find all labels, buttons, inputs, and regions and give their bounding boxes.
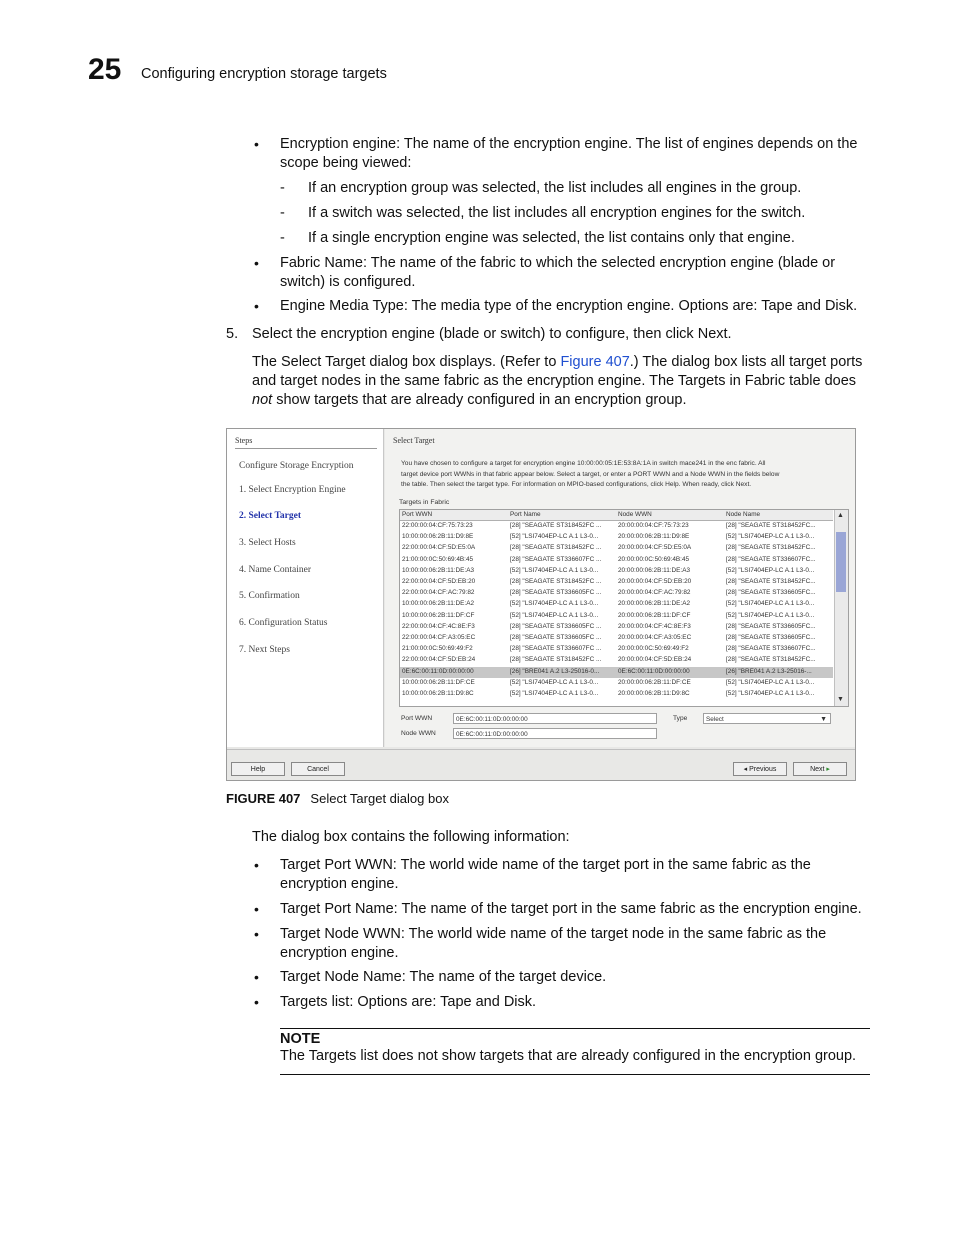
table-cell: [52] "LSI7404EP-LC A.1 L3-0... [510,533,599,541]
step-number: 5. [226,326,239,342]
table-cell: 22:00:00:04:CF:A3:05:EC [402,634,476,641]
scroll-up-icon[interactable]: ▲ [837,512,844,519]
table-cell: [28] "SEAGATE ST318452FC ... [510,522,602,529]
para-text: and target nodes in the same fabric as the encryption engine. The [252,373,678,389]
table-cell: [52] "LSI7404EP-LC A.1 L3-0... [510,600,599,608]
help-button[interactable]: Help [231,762,285,776]
table-header [400,510,833,521]
table-cell: [28] "SEAGATE ST318452FC ... [510,578,602,585]
sub-bullet: - If an encryption group was selected, the list includes all engines in the group. [280,180,802,196]
table-cell: [28] "SEAGATE ST336607FC ... [510,645,602,653]
table-cell: [52] "LSI7404EP-LC A.1 L3-0... [510,611,599,619]
para-text: .) The dialog box lists all target ports [629,354,863,370]
term-select-target: Select Target [281,354,366,370]
type-select[interactable] [703,713,831,724]
table-cell: 21:00:00:0C:50:69:49:F2 [402,645,473,653]
steps-divider [235,448,377,449]
conjunction: and [471,994,504,1010]
period: . [532,994,537,1010]
table-cell: 20:00:00:04:CF:5D:EB:24 [618,656,692,664]
table-cell: [28] "SEAGATE ST336605FC ... [510,634,602,641]
scroll-thumb[interactable] [836,532,846,592]
table-cell: [28] "SEAGATE ST336605FC... [726,622,816,630]
bullet-encryption-engine [254,135,880,173]
table-cell: [52] "LSI7404EP-LC A.1 L3-0... [726,611,815,619]
table-cell: 22:00:00:04:CF:5D:EB:24 [402,656,476,664]
bullet-term: Target Port WWN: [280,857,397,873]
table-scrollbar[interactable] [834,510,848,706]
select-target-dialog [226,428,856,781]
table-cell: 20:00:00:0C:50:69:49:F2 [618,645,689,653]
step-item[interactable]: 6. Configuration Status [239,618,328,628]
bullet-target-node-name: • Target Node Name: The name of the target device. [254,969,607,985]
table-row[interactable] [400,678,833,689]
port-wwn-input[interactable]: 0E:6C:00:11:0D:00:00:00 [453,713,657,724]
dialog-button-bar [227,749,855,781]
para-text: dialog box displays. (Refer to [365,354,561,370]
previous-button[interactable] [733,762,787,776]
note-text [280,1048,856,1064]
table-cell: [52] "LSI7404EP-LC A.1 L3-0... [726,600,815,608]
step-action: Next. [697,326,732,342]
table-cell: 20:00:00:04:CF:5D:E5:0A [618,544,692,552]
table-cell: [28] "SEAGATE ST336605FC... [726,634,816,641]
figure-caption [226,791,449,807]
bullet-term: Target Port Name: [280,901,398,917]
table-row[interactable] [400,588,833,599]
step-item-current[interactable]: 2. Select Target [239,511,302,521]
bullet-engine-media-type: • Engine Media Type: The media type of the encryption engine. Options are: Tape and Disk. [254,298,858,314]
table-row[interactable] [400,611,833,622]
bullet-text-2: switch) is configured. [280,274,416,290]
table-cell: 10:00:00:06:2B:11:DE:A3 [402,566,475,574]
bullet-text-2: encryption engine. [280,945,399,961]
bullet-term: Targets [280,994,328,1010]
table-cell: 20:00:00:06:2B:11:D9:8C [618,690,690,697]
table-row[interactable] [400,521,833,532]
table-cell: 0E:6C:00:11:0D:00:00:00 [618,667,690,675]
bullet-text-2: encryption engine. [280,876,399,892]
bullet-term: Encryption engine [280,136,397,152]
figure-label: FIGURE 407 [226,791,301,806]
option-disk: Disk [824,298,854,314]
table-row[interactable] [400,655,833,666]
sub-bullet: - If a switch was selected, the list includes all encryption engines for the switch. [280,205,806,221]
sub-bullet-text: If a switch was selected, the list includes all encryption engines for the switch. [308,205,806,221]
bullet-text-2: scope being viewed: [280,155,412,171]
previous-label: Previous [749,766,777,773]
step-instruction: Select the encryption engine (blade or switch) to configure, then click [252,326,698,342]
table-cell: 10:00:00:06:2B:11:D9:8C [402,690,474,697]
select-target-panel [385,429,855,747]
table-cell: 10:00:00:06:2B:11:DF:CF [402,611,475,619]
bullet-targets-list: • Targets list: Options are: Tape and Disk. [254,994,537,1010]
note-term: Targets [308,1048,357,1064]
period: . [853,298,858,314]
table-cell: 20:00:00:0C:50:69:4B:45 [618,555,690,563]
node-wwn-label: Node WWN [401,730,436,737]
bullet-target-port-wwn: • Target Port WWN: The world wide name of the target port in the same fabric as the encryption engine. [254,857,811,892]
note-post: list does not show targets that are already configured in the encryption group. [356,1048,857,1064]
bullet-text: The name of the target port in the same fabric as the encryption engine. [397,901,862,917]
intro-paragraph [252,353,892,410]
table-cell: 20:00:00:04:CF:4C:8E:F3 [618,622,691,630]
bullet-term: Engine Media Type [280,298,404,314]
table-row[interactable] [400,532,833,543]
table-row[interactable] [400,667,833,678]
para-text: show targets that are already configured in an encryption group. [272,392,687,408]
bullet-text: : The name of the encryption engine. The list of engines depends on the [396,136,858,152]
table-cell: 0E:6C:00:11:0D:00:00:00 [402,667,474,675]
table-cell: 21:00:00:0C:50:69:4B:45 [402,555,474,563]
bullet-text: : The media type of the encryption engine. Options are: [403,298,762,314]
emphasis-not: not [252,392,273,408]
port-wwn-label: Port WWN [401,715,433,722]
node-wwn-input[interactable]: 0E:6C:00:11:0D:00:00:00 [453,728,657,739]
table-cell: [26] "BRE041 A.2 L3-25016-0... [510,667,600,675]
column-header-node-wwn[interactable]: Node WWN [618,511,652,518]
bullet-text: : The world wide name of the target node in the same fabric as the [400,926,827,942]
table-cell: [28] "SEAGATE ST336605FC ... [510,622,602,630]
step-item[interactable]: 5. Confirmation [239,591,300,601]
bullet-text: : The name of the fabric to which the selected encryption engine (blade or [363,255,836,271]
table-row[interactable] [400,577,833,588]
table-row[interactable] [400,644,833,655]
note-heading: NOTE [280,1031,321,1047]
next-label: Next [810,766,825,773]
figure-link[interactable]: Figure 407 [560,354,630,370]
bullet-target-node-wwn: • Target Node WWN: The world wide name of the target node in the same fabric as the encryption engine. [254,926,827,961]
targets-table [399,509,849,707]
table-cell: 20:00:00:06:2B:11:DE:A2 [618,600,691,608]
table-cell: 20:00:00:06:2B:11:DF:CF [618,611,691,619]
arrow-right-icon: ▸ [824,766,830,773]
table-cell: 22:00:00:04:CF:4C:8E:F3 [402,622,475,630]
table-cell: [28] "SEAGATE ST336605FC... [726,589,816,597]
term-targets-in-fabric: Targets in Fabric [677,373,786,389]
scroll-down-icon[interactable]: ▼ [837,696,844,703]
intro-line: You have chosen to configure a target for encryption engine 10:00:00:05:1E:53:8A:1A in switch mace241 in the enc fabric. All [401,460,766,467]
table-cell: 10:00:00:06:2B:11:DE:A2 [402,600,475,608]
cancel-button[interactable]: Cancel [291,762,345,776]
table-cell: 20:00:00:04:CF:A3:05:EC [618,634,692,641]
option-tape: Tape [440,994,472,1010]
chapter-number: 25 [88,53,122,86]
steps-panel [227,429,384,747]
bullet-term: Fabric Name [280,255,363,271]
table-row[interactable] [400,689,833,700]
table-row[interactable] [400,622,833,633]
step-item[interactable]: Configure Storage Encryption [239,461,354,471]
table-cell: 10:00:00:06:2B:11:DF:CE [402,678,475,686]
table-row[interactable] [400,633,833,644]
column-header-node-name[interactable]: Node Name [726,511,761,518]
table-cell: [28] "SEAGATE ST318452FC... [726,544,816,552]
contains-text: The dialog box contains the following information: [252,829,570,845]
table-cell: 20:00:00:06:2B:11:D9:8E [618,533,690,541]
bullet-dot: • [254,136,259,152]
table-caption: Targets in Fabric [399,499,450,506]
bullet-fabric-name: • Fabric Name: The name of the fabric to which the selected encryption engine (blade or switch) is configured. [254,255,836,290]
option-disk: Disk [503,994,533,1010]
conjunction: and [792,298,825,314]
table-cell: 22:00:00:04:CF:5D:EB:20 [402,578,476,585]
table-cell: [28] "SEAGATE ST336607FC... [726,645,816,653]
table-cell: 10:00:00:06:2B:11:D9:8E [402,533,474,541]
table-cell: [28] "SEAGATE ST318452FC... [726,578,816,585]
table-cell: [28] "SEAGATE ST318452FC... [726,656,816,664]
table-cell: 20:00:00:06:2B:11:DF:CE [618,678,691,686]
table-row[interactable] [400,555,833,566]
table-cell: [52] "LSI7404EP-LC A.1 L3-0... [510,690,599,697]
type-select-value: Select [706,716,724,723]
table-cell: 20:00:00:04:CF:75:73:23 [618,522,689,529]
steps-heading: Steps [235,436,253,445]
note-box [280,1028,870,1075]
arrow-left-icon: ◂ [743,766,750,773]
table-cell: [52] "LSI7404EP-LC A.1 L3-0... [726,566,815,574]
step-item[interactable]: 4. Name Container [239,565,312,575]
table-cell: 22:00:00:04:CF:AC:79:82 [402,589,475,597]
table-cell: 20:00:00:06:2B:11:DE:A3 [618,566,691,574]
bullet-text: The name of the target device. [405,969,607,985]
option-tape: Tape [761,298,793,314]
chevron-down-icon[interactable]: ▼ [820,716,827,723]
table-cell: [28] "SEAGATE ST318452FC ... [510,544,602,552]
table-cell: 20:00:00:04:CF:5D:EB:20 [618,578,692,585]
step-item[interactable]: 3. Select Hosts [239,538,296,548]
sub-bullet-text: If a single encryption engine was selected, the list contains only that engine. [308,230,795,246]
chapter-title: Configuring encryption storage targets [141,66,387,82]
table-cell: [28] "SEAGATE ST336607FC ... [510,555,602,563]
table-cell: 22:00:00:04:CF:75:73:23 [402,522,473,529]
column-header-port-wwn[interactable]: Port WWN [402,511,433,518]
intro-line: the table. Then select the target type. For information on MPIO-based configurations, click Help. When ready, click Next. [401,481,752,488]
panel-intro [401,459,841,491]
note-pre: The [280,1048,309,1064]
para-text: table does [785,373,857,389]
bullet-text: list: Options are: [327,994,441,1010]
type-label: Type [673,715,688,722]
table-cell: [28] "SEAGATE ST318452FC ... [510,656,602,664]
table-cell: 22:00:00:04:CF:5D:E5:0A [402,544,476,552]
next-button[interactable] [793,762,847,776]
panel-title: Select Target [393,436,435,445]
step-item[interactable]: 1. Select Encryption Engine [239,485,346,495]
step-text [252,325,732,344]
sub-bullet: - If a single encryption engine was selected, the list contains only that engine. [280,230,795,246]
table-cell: [52] "LSI7404EP-LC A.1 L3-0... [510,566,599,574]
para-text: The [252,354,282,370]
bullet-term: Target Node WWN [280,926,401,942]
table-cell: [26] "BRE041 A.2 L3-25016-... [726,667,812,675]
column-header-port-name[interactable]: Port Name [510,511,541,518]
table-cell: [28] "SEAGATE ST336607FC... [726,555,816,563]
table-row[interactable] [400,599,833,610]
table-cell: [28] "SEAGATE ST336605FC ... [510,589,602,597]
table-cell: [52] "LSI7404EP-LC A.1 L3-0... [726,690,815,697]
bullet-text: The world wide name of the target port in the same fabric as the [396,857,811,873]
table-cell: [52] "LSI7404EP-LC A.1 L3-0... [726,678,815,686]
figure-caption-text: Select Target dialog box [310,791,449,806]
table-cell: [28] "SEAGATE ST318452FC... [726,522,816,529]
table-cell: [52] "LSI7404EP-LC A.1 L3-0... [510,678,599,686]
bullet-term: Target Node Name: [280,969,406,985]
table-row[interactable] [400,566,833,577]
bullet-target-port-name: • Target Port Name: The name of the target port in the same fabric as the encryption engine. [254,901,862,917]
intro-line: target device port WWNs in that fabric appear below. Select a target, or enter a PORT WWN and a Node WWN in the fields below [401,470,780,478]
sub-bullet-text: If an encryption group was selected, the list includes all engines in the group. [308,180,802,196]
table-cell: [52] "LSI7404EP-LC A.1 L3-0... [726,533,815,541]
table-row[interactable] [400,543,833,554]
step-item[interactable]: 7. Next Steps [239,645,290,655]
table-cell: 20:00:00:04:CF:AC:79:82 [618,589,691,597]
